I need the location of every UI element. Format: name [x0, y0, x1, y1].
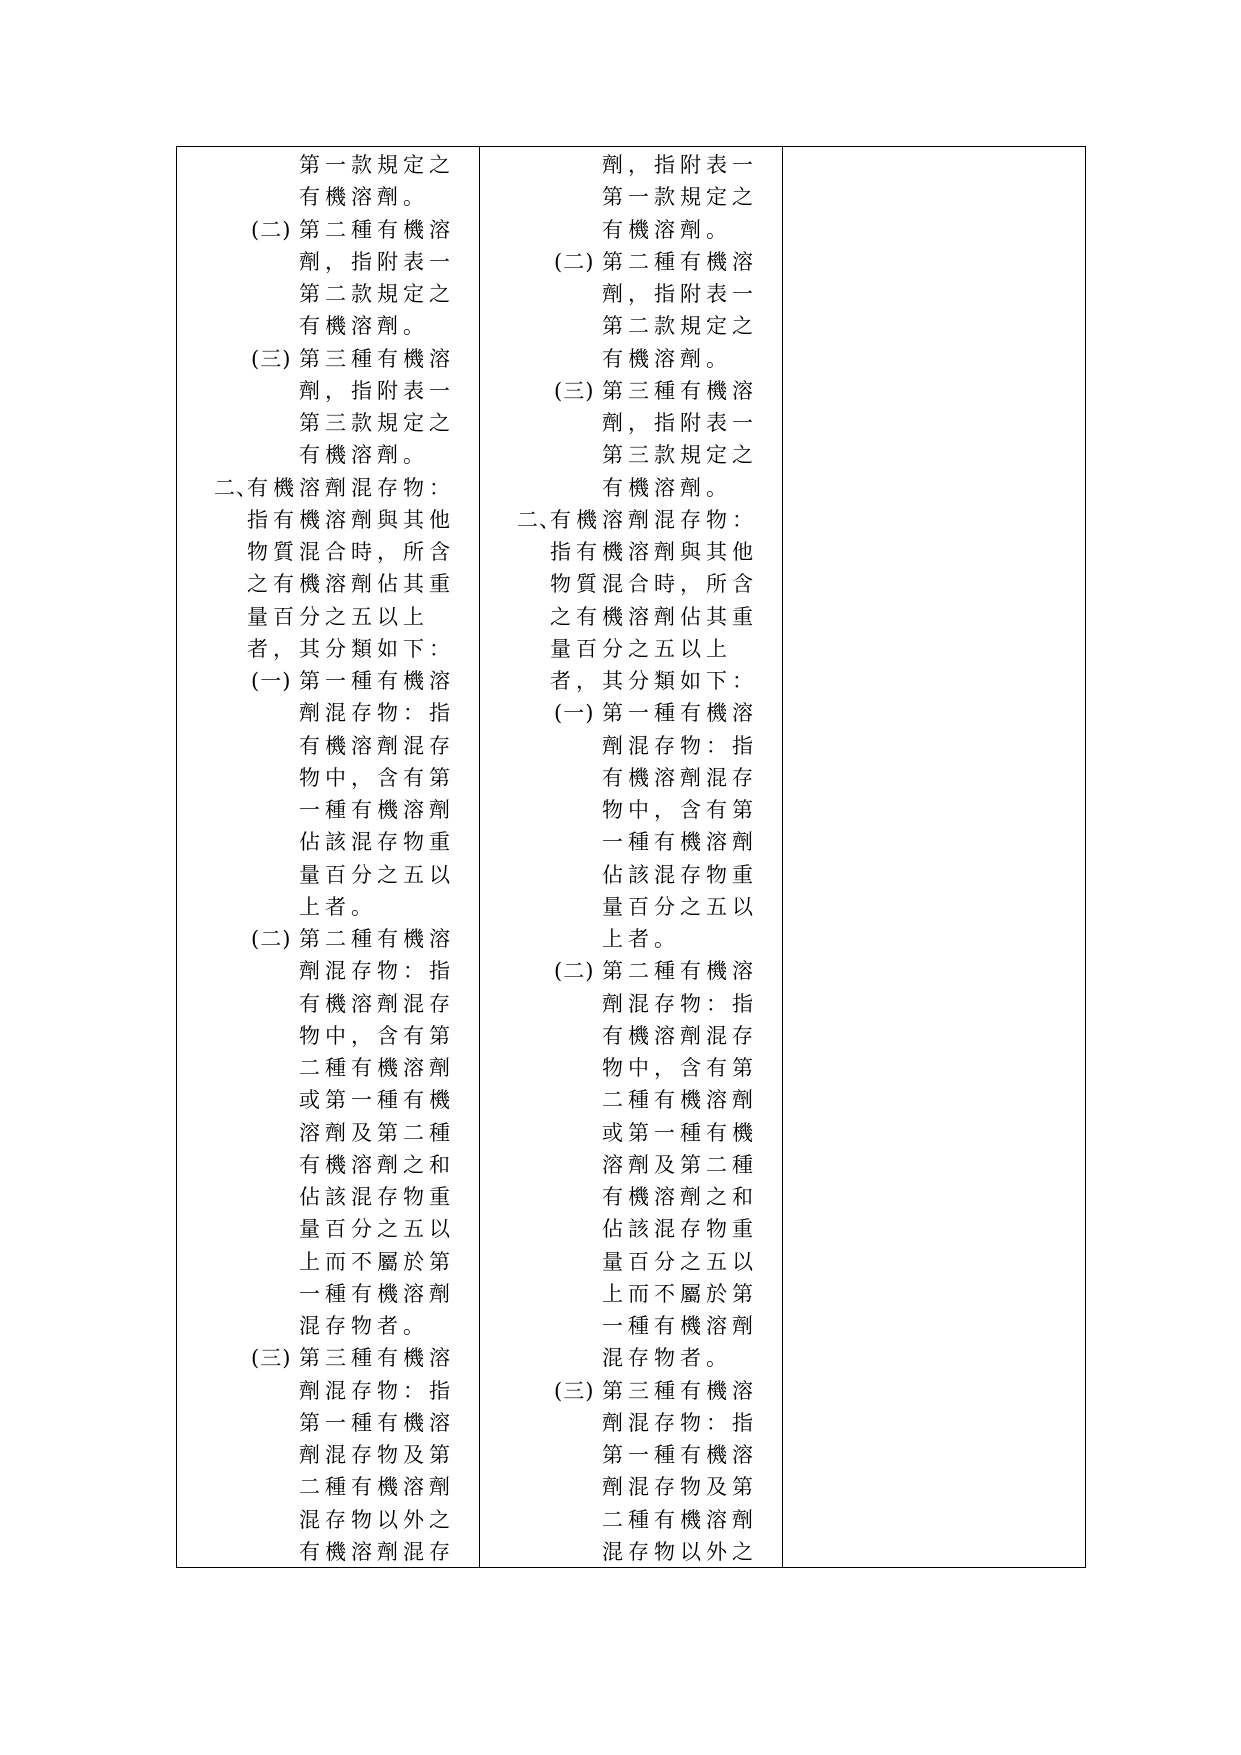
text-line [177, 439, 479, 471]
line-text: 有機溶劑。 [602, 475, 732, 500]
line-text: 一種有機溶劑 [299, 798, 455, 822]
line-text: 或第一種有機 [299, 1088, 455, 1113]
line-text: 第三種有機溶 [299, 346, 455, 371]
column-notes [783, 147, 1085, 1567]
line-text: 物中，含有第 [299, 765, 455, 790]
line-text: 量百分之五以 [299, 1217, 455, 1242]
text-line [480, 1407, 782, 1439]
line-text: 劑，指附表一 [602, 411, 758, 435]
line-text: 劑混存物：指 [602, 1410, 758, 1435]
line-text: 物中，含有第 [602, 798, 758, 822]
text-line [177, 1278, 479, 1310]
item-marker: (三) [251, 1346, 292, 1371]
text-line [480, 859, 782, 891]
line-text: 上者。 [299, 894, 377, 919]
text-line [480, 794, 782, 826]
line-text: 有機溶劑混存 [299, 1539, 455, 1564]
line-text: 之有機溶劑佔其重 [247, 572, 455, 597]
line-text: 量百分之五以 [299, 862, 455, 887]
item-marker: 二、 [214, 475, 258, 500]
text-line [480, 988, 782, 1020]
text-line [177, 859, 479, 891]
text-line [480, 730, 782, 762]
text-line [177, 568, 479, 600]
text-line [480, 439, 782, 471]
text-line [480, 214, 782, 246]
line-text: 第三款規定之 [299, 411, 455, 435]
line-text: 第三種有機溶 [299, 1346, 455, 1371]
line-text: 劑，指附表一 [299, 378, 455, 403]
text-line [480, 181, 782, 213]
text-line [480, 891, 782, 923]
line-text: 有機溶劑之和 [602, 1185, 758, 1209]
text-line [480, 1536, 782, 1568]
text-line [177, 343, 479, 375]
text-line [480, 1471, 782, 1503]
text-line [480, 1246, 782, 1278]
line-text: 之有機溶劑佔其重 [550, 604, 758, 629]
line-text: 第二種有機溶 [299, 217, 455, 242]
line-text: 二種有機溶劑 [299, 1475, 455, 1500]
line-text: 劑混存物：指 [299, 959, 455, 984]
text-line [480, 601, 782, 633]
text-line [177, 1407, 479, 1439]
line-text: 劑混存物及第 [299, 1443, 455, 1467]
line-text: 劑，指附表一 [299, 249, 455, 274]
text-line [177, 1471, 479, 1503]
line-text: 者，其分類如下： [247, 636, 455, 661]
text-line [177, 665, 479, 697]
line-text: 第一種有機溶 [299, 1410, 455, 1435]
text-line [177, 149, 479, 181]
text-line [480, 1084, 782, 1116]
text-line [177, 536, 479, 568]
text-line [177, 1117, 479, 1149]
line-text: 劑混存物：指 [299, 1378, 455, 1403]
line-text: 上而不屬於第 [299, 1249, 455, 1274]
text-line [480, 343, 782, 375]
text-line [480, 1149, 782, 1181]
line-text: 有機溶劑混存物： [550, 507, 758, 532]
text-line [480, 697, 782, 729]
line-text: 劑，指附表一 [602, 153, 758, 177]
item-marker: (二) [554, 249, 595, 274]
text-line [480, 472, 782, 504]
line-text: 有機溶劑。 [602, 346, 732, 371]
item-marker: (一) [554, 701, 595, 726]
line-text: 一種有機溶劑 [602, 830, 758, 855]
line-text: 一種有機溶劑 [602, 1314, 758, 1338]
line-text: 第三種有機溶 [602, 378, 758, 403]
line-text: 一種有機溶劑 [299, 1281, 455, 1306]
text-line [177, 1504, 479, 1536]
text-line [480, 310, 782, 342]
text-line [480, 1504, 782, 1536]
text-line [177, 794, 479, 826]
line-text: 量百分之五以 [602, 1249, 758, 1274]
line-text: 第一種有機溶 [299, 669, 455, 693]
text-line [480, 923, 782, 955]
text-line [177, 730, 479, 762]
line-text: 二種有機溶劑 [602, 1088, 758, 1113]
text-line [480, 536, 782, 568]
line-text: 物質混合時，所含 [247, 540, 455, 564]
text-line [177, 1020, 479, 1052]
item-marker: (二) [251, 927, 292, 951]
column-lines [480, 147, 782, 1568]
text-line [177, 1052, 479, 1084]
text-line [480, 1310, 782, 1342]
line-text: 有機溶劑混存物： [247, 475, 455, 500]
line-text: 量百分之五以上 [247, 604, 429, 629]
line-text: 佔該混存物重 [602, 862, 758, 887]
line-text: 有機溶劑。 [602, 217, 732, 242]
text-line [177, 891, 479, 923]
line-text: 溶劑及第二種 [299, 1120, 455, 1145]
item-marker: (一) [251, 669, 292, 693]
line-text: 溶劑及第二種 [602, 1152, 758, 1177]
text-line [177, 504, 479, 536]
text-line [177, 278, 479, 310]
item-marker: (二) [251, 217, 292, 242]
text-line [480, 1117, 782, 1149]
text-line [480, 1020, 782, 1052]
text-line [177, 1181, 479, 1213]
column-lines [783, 147, 1085, 149]
line-text: 有機溶劑。 [299, 314, 429, 339]
column-amended-text [177, 147, 480, 1567]
line-text: 第二款規定之 [299, 282, 455, 306]
line-text: 第三款規定之 [602, 443, 758, 468]
text-line [480, 246, 782, 278]
text-line [177, 1310, 479, 1342]
line-text: 或第一種有機 [602, 1120, 758, 1145]
line-text: 劑混存物：指 [602, 991, 758, 1016]
line-text: 第三種有機溶 [602, 1378, 758, 1403]
text-line [480, 375, 782, 407]
line-text: 第一款規定之 [602, 185, 758, 210]
text-line [177, 633, 479, 665]
text-line [177, 310, 479, 342]
text-line [480, 504, 782, 536]
line-text: 劑混存物：指 [602, 733, 758, 758]
line-text: 第一種有機溶 [602, 1443, 758, 1467]
text-line [480, 407, 782, 439]
line-text: 第二種有機溶 [299, 927, 455, 951]
text-line [177, 762, 479, 794]
text-line [177, 601, 479, 633]
text-line [177, 472, 479, 504]
text-line [480, 955, 782, 987]
text-line [480, 1342, 782, 1374]
line-text: 物中，含有第 [299, 1023, 455, 1048]
text-line [177, 181, 479, 213]
item-marker: (三) [251, 346, 292, 371]
line-text: 有機溶劑。 [299, 185, 429, 210]
line-text: 有機溶劑之和 [299, 1152, 455, 1177]
line-text: 有機溶劑混存 [602, 765, 758, 790]
text-line [480, 1375, 782, 1407]
line-text: 上者。 [602, 927, 680, 951]
column-lines [177, 147, 479, 1568]
line-text: 有機溶劑混存 [299, 991, 455, 1016]
text-line [177, 697, 479, 729]
text-line [480, 1181, 782, 1213]
text-line [177, 923, 479, 955]
line-text: 指有機溶劑與其他 [247, 507, 455, 532]
text-line [177, 1246, 479, 1278]
line-text: 量百分之五以上 [550, 636, 732, 661]
line-text: 二種有機溶劑 [299, 1056, 455, 1080]
line-text: 劑混存物及第 [602, 1475, 758, 1500]
text-line [480, 826, 782, 858]
text-line [480, 633, 782, 665]
line-text: 劑，指附表一 [602, 282, 758, 306]
line-text: 有機溶劑混存 [299, 733, 455, 758]
text-line [177, 1149, 479, 1181]
item-marker: 二、 [517, 507, 561, 532]
column-current-text [480, 147, 783, 1567]
line-text: 物中，含有第 [602, 1056, 758, 1080]
text-line [177, 407, 479, 439]
line-text: 第一種有機溶 [602, 701, 758, 726]
text-line [177, 1084, 479, 1116]
item-marker: (三) [554, 1378, 595, 1403]
text-line [480, 1213, 782, 1245]
text-line [177, 1536, 479, 1568]
text-line [177, 955, 479, 987]
text-line [480, 762, 782, 794]
line-text: 有機溶劑混存 [602, 1023, 758, 1048]
line-text: 第二種有機溶 [602, 249, 758, 274]
text-line [480, 149, 782, 181]
line-text: 劑混存物：指 [299, 701, 455, 726]
line-text: 者，其分類如下： [550, 669, 758, 693]
line-text: 物質混合時，所含 [550, 572, 758, 597]
line-text: 混存物者。 [299, 1314, 429, 1338]
text-line [480, 568, 782, 600]
line-text: 混存物以外之 [299, 1507, 455, 1532]
line-text: 有機溶劑。 [299, 443, 429, 468]
item-marker: (二) [554, 959, 595, 984]
line-text: 混存物以外之 [602, 1539, 758, 1564]
text-line [480, 665, 782, 697]
text-line [177, 826, 479, 858]
line-text: 第二款規定之 [602, 314, 758, 339]
line-text: 上而不屬於第 [602, 1281, 758, 1306]
text-line [177, 214, 479, 246]
text-line [177, 988, 479, 1020]
text-line [480, 1052, 782, 1084]
line-text: 第一款規定之 [299, 153, 455, 177]
text-line [177, 1213, 479, 1245]
text-line [480, 1278, 782, 1310]
comparison-table [176, 146, 1086, 1568]
line-text: 混存物者。 [602, 1346, 732, 1371]
text-line [480, 1439, 782, 1471]
item-marker: (三) [554, 378, 595, 403]
line-text: 量百分之五以 [602, 894, 758, 919]
line-text: 佔該混存物重 [602, 1217, 758, 1242]
text-line [177, 1439, 479, 1471]
text-line [177, 246, 479, 278]
line-text: 指有機溶劑與其他 [550, 540, 758, 564]
text-line [480, 278, 782, 310]
line-text: 佔該混存物重 [299, 830, 455, 855]
text-line [177, 1342, 479, 1374]
text-line [177, 375, 479, 407]
line-text: 佔該混存物重 [299, 1185, 455, 1209]
line-text: 第二種有機溶 [602, 959, 758, 984]
text-line [177, 1375, 479, 1407]
line-text: 二種有機溶劑 [602, 1507, 758, 1532]
